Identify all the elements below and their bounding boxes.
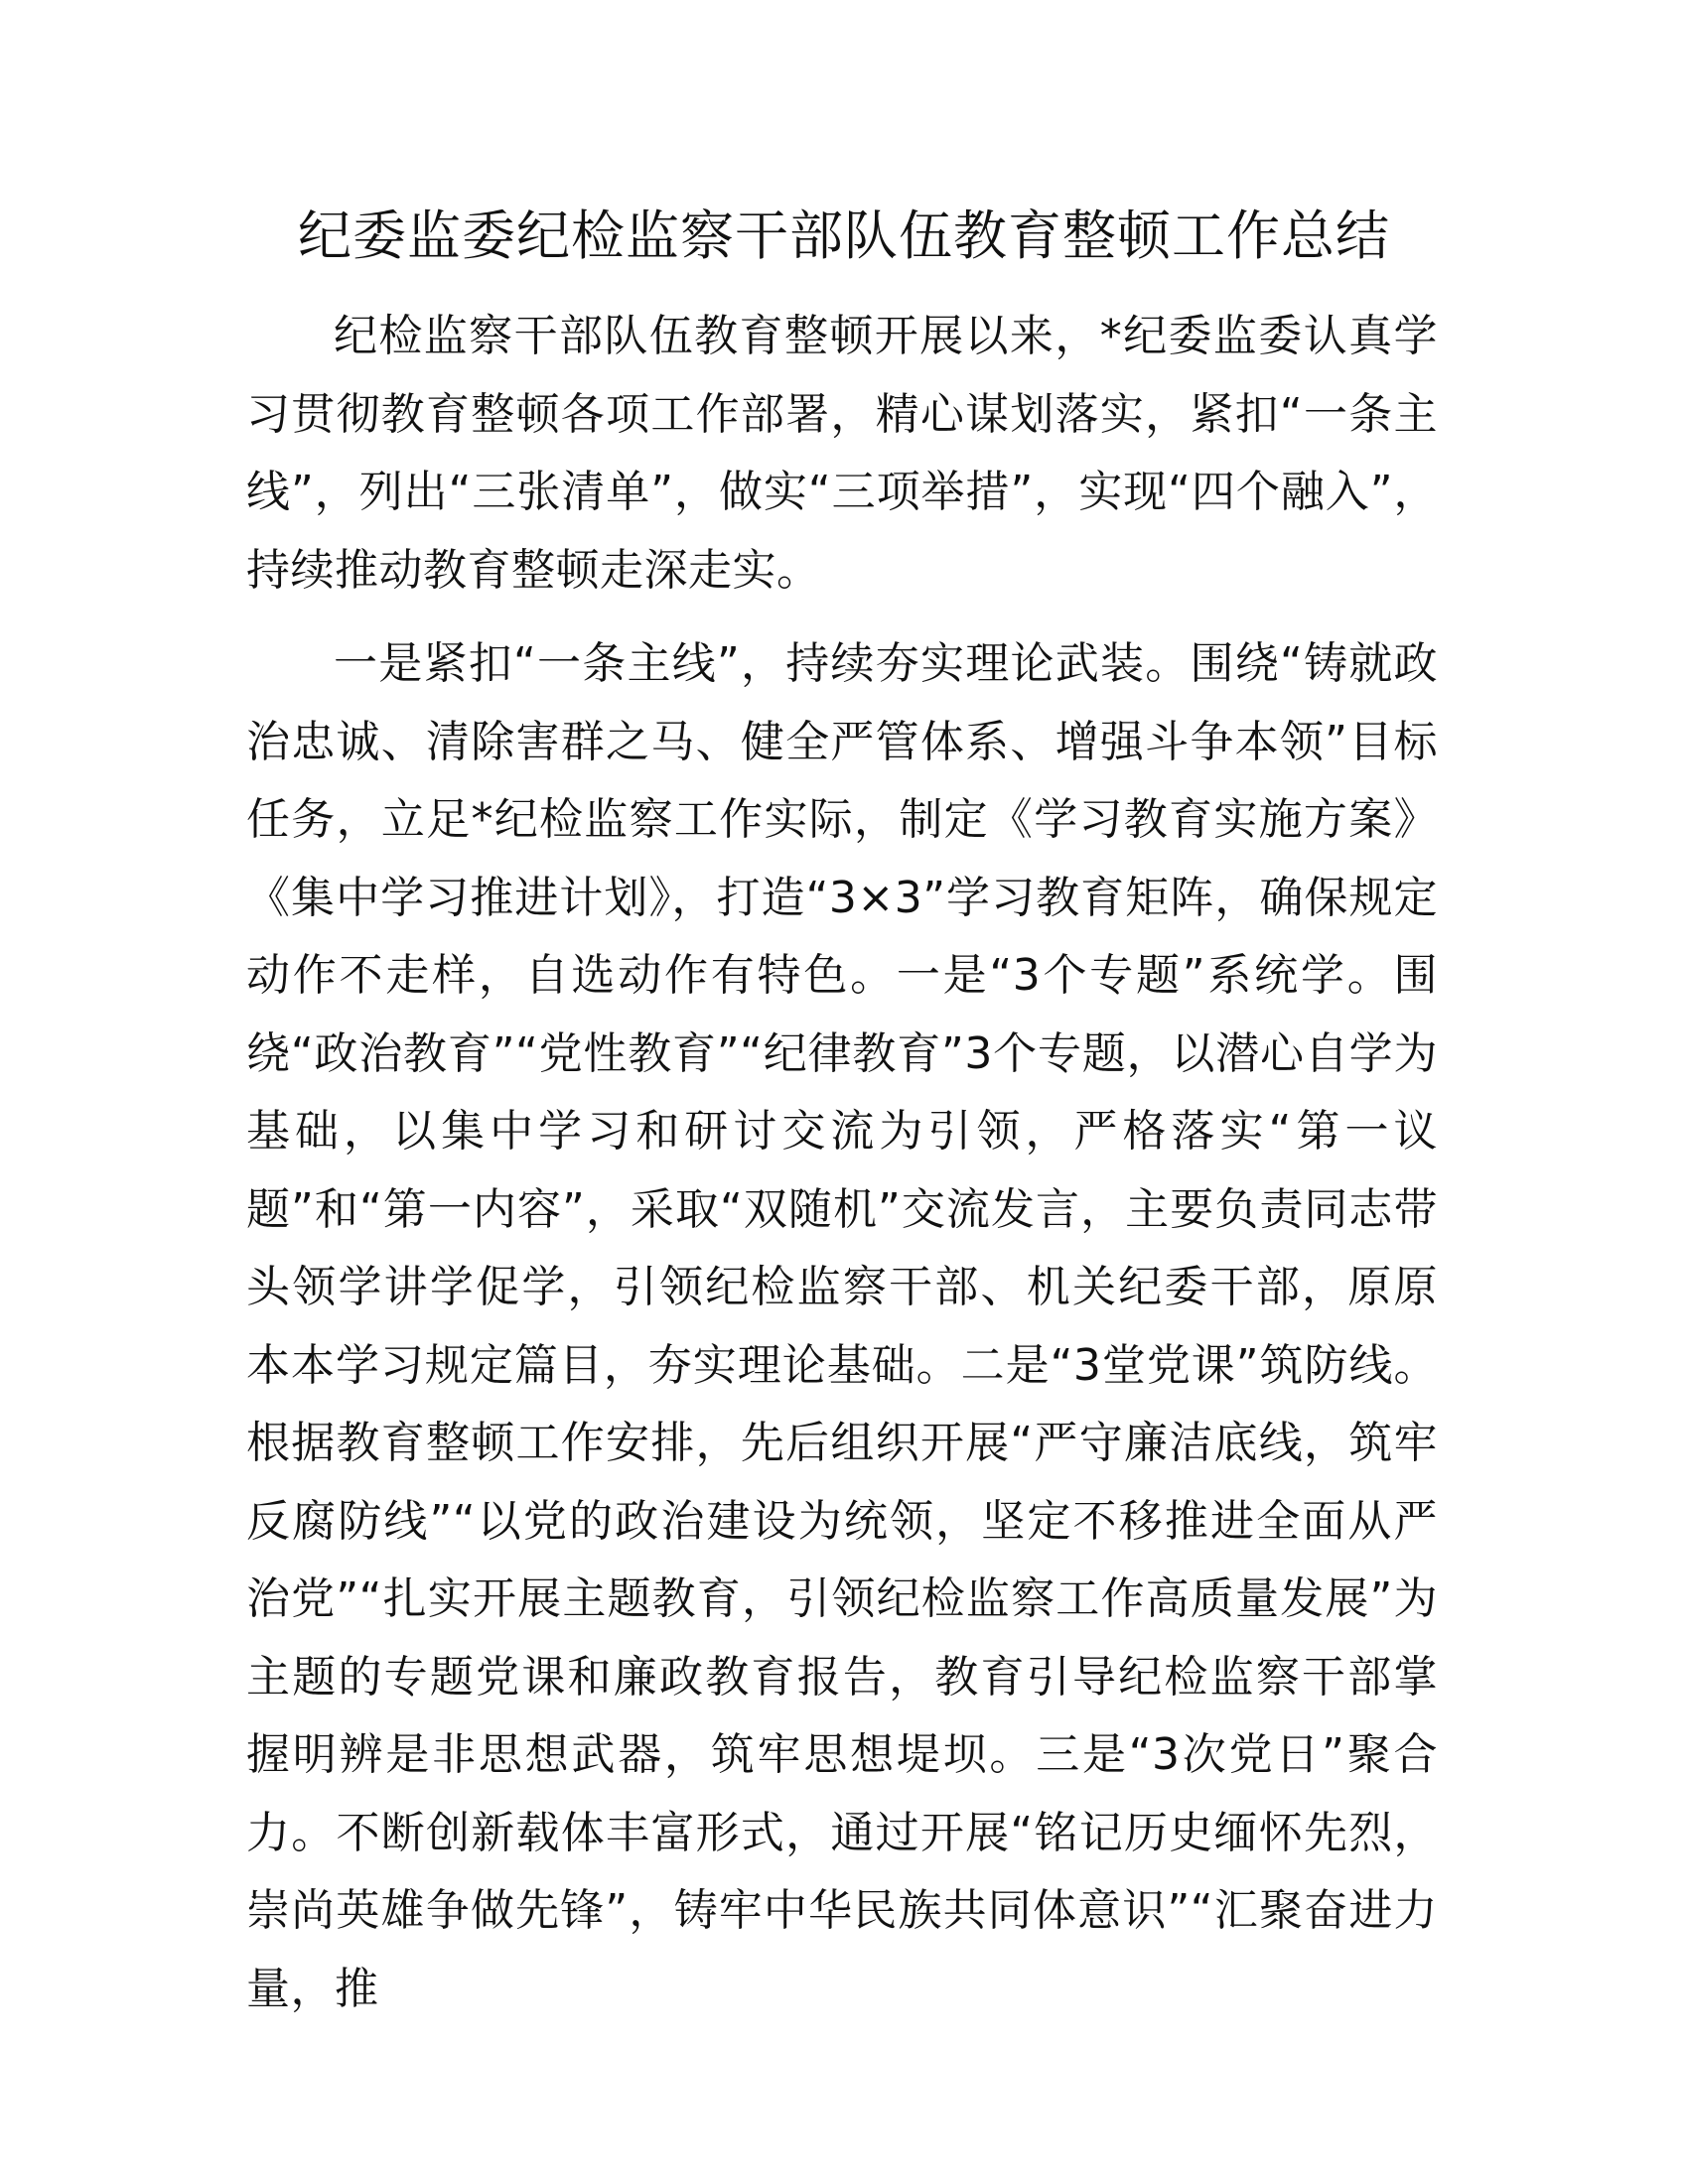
paragraph-intro: 纪检监察干部队伍教育整顿开展以来，*纪委监委认真学习贯彻教育整顿各项工作部署，精心谋划落实，紧扣“一条主线”，列出“三张清单”，做实“三项举措”，实现“四个融入”，持续推动教育整顿走深走实。: [246, 311, 1438, 596]
document-title: 纪委监委纪检监察干部队伍教育整顿工作总结: [298, 205, 1390, 267]
paragraph-main-line: 一是紧扣“一条主线”，持续夯实理论武装。围绕“铸就政治忠诚、清除害群之马、健全严管体系、增强斗争本领”目标任务，立足*纪检监察工作实际，制定《学习教育实施方案》《集中学习推进计划》，打造“3×3”学习教育矩阵，确保规定动作不走样，自选动作有特色。一是“3个专题”系统学。围绕“政治教育”“党性教育”“纪律教育”3个专题，以潜心自学为基础，以集中学习和研讨交流为引领，严格落实“第一议题”和“第一内容”，采取“双随机”交流发言，主要负责同志带头领学讲学促学，引领纪检监察干部、机关纪委干部，原原本本学习规定篇目，夯实理论基础。二是“3堂党课”筑防线。根据教育整顿工作安排，先后组织开展“严守廉洁底线，筑牢反腐防线”“以党的政治建设为统领，坚定不移推进全面从严治党”“扎实开展主题教育，引领纪检监察工作高质量发展”为主题的专题党课和廉政教育报告，教育引导纪检监察干部掌握明辨是非思想武器，筑牢思想堤坝。三是“3次党日”聚合力。不断创新载体丰富形式，通过开展“铭记历史缅怀先烈，崇尚英雄争做先锋”，铸牢中华民族共同体意识”“汇聚奋进力量，推: [246, 638, 1438, 2014]
